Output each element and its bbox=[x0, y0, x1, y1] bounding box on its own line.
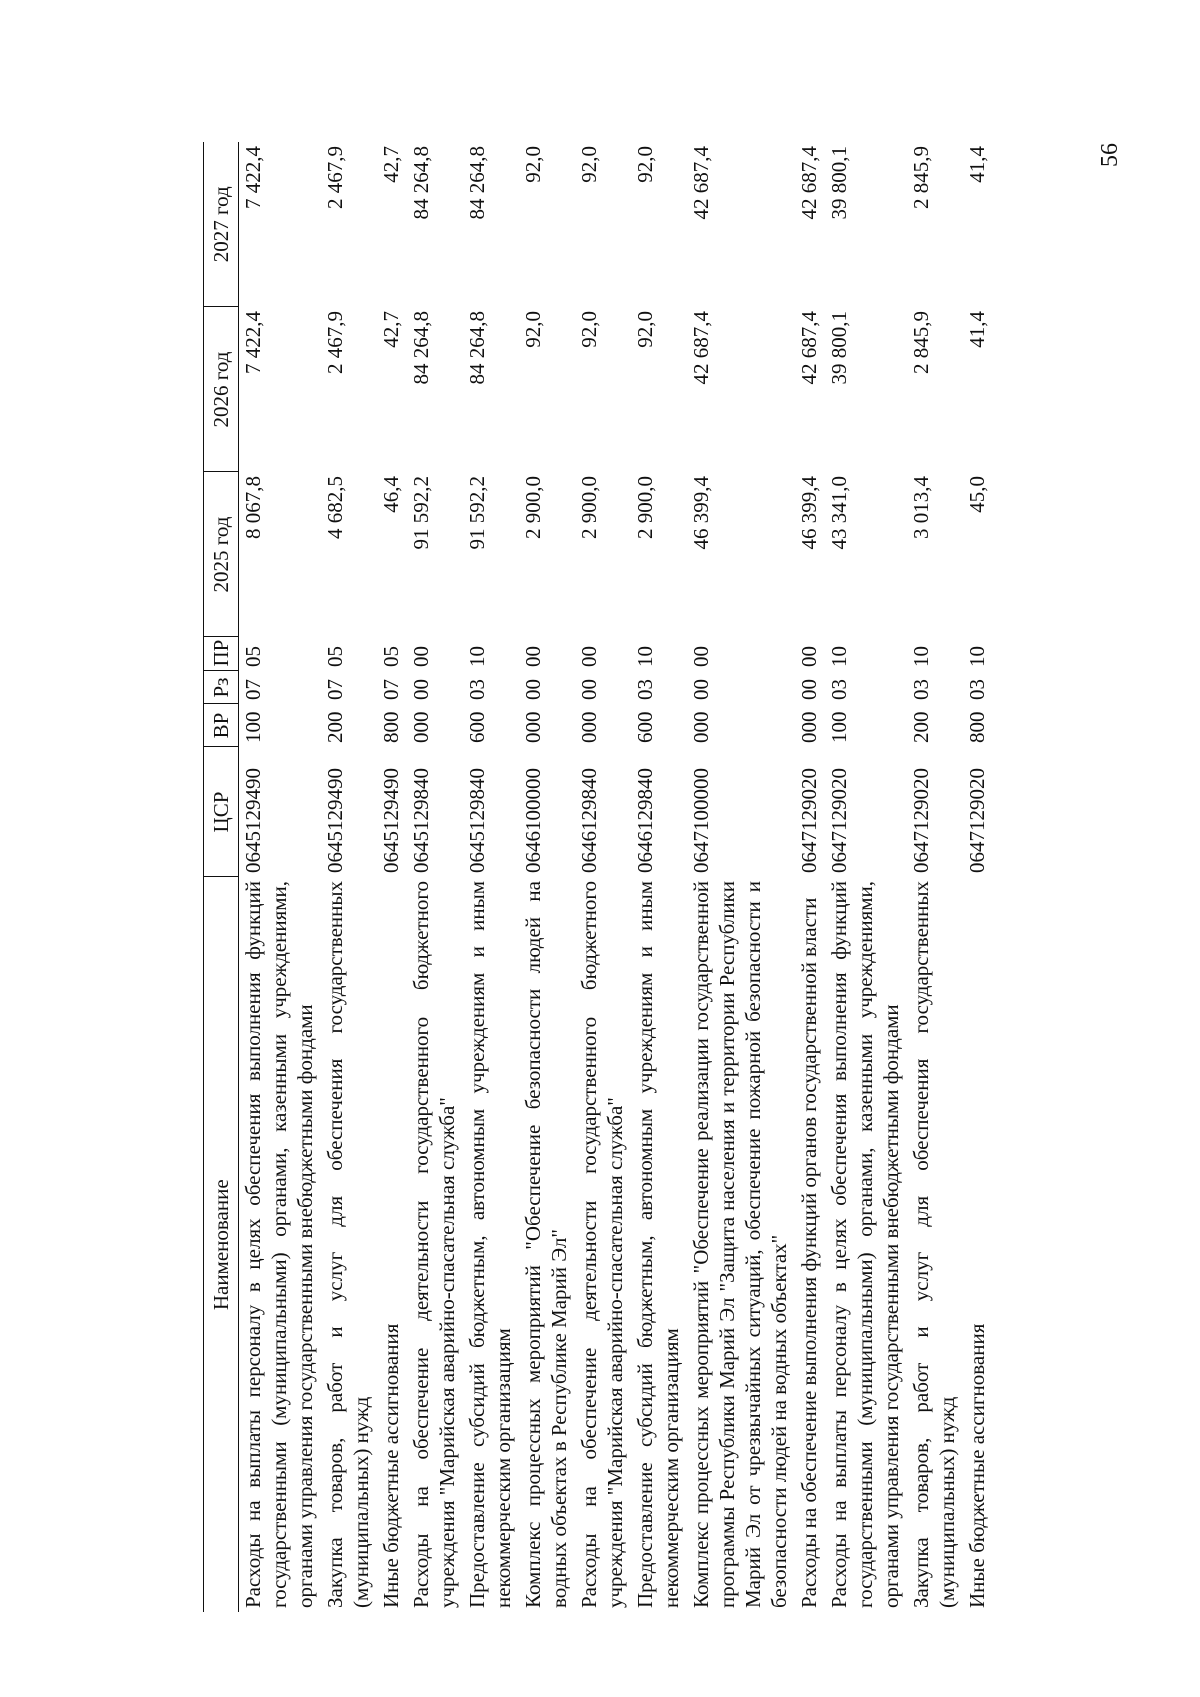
cell-vr: 600 bbox=[633, 711, 657, 743]
cell-2027: 92,0 bbox=[633, 146, 657, 183]
cell-2027: 7 422,4 bbox=[241, 146, 265, 209]
header-rz: Рз bbox=[204, 671, 239, 704]
cell-pr: 05 bbox=[379, 646, 403, 667]
cell-csr: 0646129840 bbox=[577, 768, 601, 873]
cell-vr: 000 bbox=[689, 711, 713, 743]
cell-vr: 600 bbox=[465, 711, 489, 743]
cell-2025: 2 900,0 bbox=[521, 476, 545, 539]
cell-2027: 84 264,8 bbox=[465, 146, 489, 220]
cell-pr: 10 bbox=[827, 646, 851, 667]
header-pr: ПР bbox=[204, 637, 239, 671]
cell-2026: 7 422,4 bbox=[241, 311, 265, 374]
cell-2027: 84 264,8 bbox=[409, 146, 433, 220]
cell-rz: 00 bbox=[521, 679, 545, 700]
table-row bbox=[687, 142, 795, 1612]
cell-2026: 41,4 bbox=[965, 311, 989, 348]
table-row bbox=[631, 142, 687, 1612]
cell-2025: 46 399,4 bbox=[797, 476, 821, 550]
cell-2027: 92,0 bbox=[521, 146, 545, 183]
table-row bbox=[825, 142, 907, 1612]
table-header-row bbox=[204, 142, 239, 1612]
cell-pr: 10 bbox=[633, 646, 657, 667]
table-row bbox=[963, 142, 993, 1612]
cell-csr: 0647129020 bbox=[909, 768, 933, 873]
cell-vr: 100 bbox=[827, 711, 851, 743]
cell-csr: 0645129840 bbox=[409, 768, 433, 873]
rotated-page-content bbox=[203, 142, 1063, 1612]
cell-2026: 92,0 bbox=[633, 311, 657, 348]
cell-2027: 2 845,9 bbox=[909, 146, 933, 209]
cell-rz: 07 bbox=[241, 679, 265, 700]
cell-csr: 0646129840 bbox=[633, 768, 657, 873]
cell-csr: 0647129020 bbox=[797, 768, 821, 873]
cell-2025: 3 013,4 bbox=[909, 476, 933, 539]
cell-2026: 2 845,9 bbox=[909, 311, 933, 374]
cell-name: Расходы на обеспечение деятельности государственного бюджетного учреждения "Марийская аварийно-спасательная служба" bbox=[577, 881, 627, 1608]
cell-2026: 42 687,4 bbox=[689, 311, 713, 385]
table-row bbox=[321, 142, 377, 1612]
cell-2026: 84 264,8 bbox=[465, 311, 489, 385]
cell-2026: 92,0 bbox=[577, 311, 601, 348]
cell-2026: 92,0 bbox=[521, 311, 545, 348]
cell-vr: 000 bbox=[409, 711, 433, 743]
cell-2026: 39 800,1 bbox=[827, 311, 851, 385]
cell-2027: 42 687,4 bbox=[689, 146, 713, 220]
page-number: 56 bbox=[1097, 143, 1123, 167]
cell-rz: 07 bbox=[323, 679, 347, 700]
cell-vr: 200 bbox=[323, 711, 347, 743]
cell-2025: 2 900,0 bbox=[577, 476, 601, 539]
cell-rz: 03 bbox=[909, 679, 933, 700]
cell-name: Иные бюджетные ассигнования bbox=[379, 1323, 403, 1608]
cell-csr: 0646100000 bbox=[521, 768, 545, 873]
cell-pr: 00 bbox=[521, 646, 545, 667]
cell-2027: 2 467,9 bbox=[323, 146, 347, 209]
cell-2026: 42 687,4 bbox=[797, 311, 821, 385]
cell-rz: 00 bbox=[577, 679, 601, 700]
cell-csr: 0645129490 bbox=[323, 768, 347, 873]
cell-rz: 03 bbox=[827, 679, 851, 700]
cell-name: Расходы на выплаты персоналу в целях обеспечения выполнения функций государственными (муниципальными) органами, казенными учреждениями, органами управления государственными внебюджетными фондами bbox=[827, 881, 903, 1608]
cell-2025: 45,0 bbox=[965, 476, 989, 513]
cell-pr: 10 bbox=[465, 646, 489, 667]
cell-rz: 03 bbox=[465, 679, 489, 700]
cell-2025: 46 399,4 bbox=[689, 476, 713, 550]
table-row bbox=[907, 142, 963, 1612]
cell-2025: 2 900,0 bbox=[633, 476, 657, 539]
cell-rz: 00 bbox=[797, 679, 821, 700]
cell-2025: 91 592,2 bbox=[409, 476, 433, 550]
cell-pr: 05 bbox=[323, 646, 347, 667]
cell-pr: 10 bbox=[909, 646, 933, 667]
cell-2026: 84 264,8 bbox=[409, 311, 433, 385]
cell-pr: 10 bbox=[965, 646, 989, 667]
cell-csr: 0645129490 bbox=[379, 768, 403, 873]
budget-table bbox=[203, 142, 993, 1612]
cell-pr: 00 bbox=[409, 646, 433, 667]
cell-pr: 00 bbox=[577, 646, 601, 667]
cell-vr: 800 bbox=[379, 711, 403, 743]
cell-csr: 0645129840 bbox=[465, 768, 489, 873]
cell-name: Закупка товаров, работ и услуг для обеспечения государственных (муниципальных) нужд bbox=[909, 881, 959, 1608]
cell-2027: 41,4 bbox=[965, 146, 989, 183]
cell-csr: 0647129020 bbox=[827, 768, 851, 873]
cell-2027: 42,7 bbox=[379, 146, 403, 183]
cell-2025: 8 067,8 bbox=[241, 476, 265, 539]
table-row bbox=[519, 142, 575, 1612]
cell-name: Закупка товаров, работ и услуг для обеспечения государственных (муниципальных) нужд bbox=[323, 881, 373, 1608]
cell-name: Комплекс процессных мероприятий "Обеспечение реализации государственной программы Республики Марий Эл "Защита населения и территории Республики Марий Эл от чрезвычайных ситуаций, обеспечение пожарной безопасности и безопасности людей на водных объектах" bbox=[689, 881, 791, 1608]
header-2026: 2026 год bbox=[204, 307, 239, 472]
cell-csr: 0647129020 bbox=[965, 768, 989, 873]
cell-name: Комплекс процессных мероприятий "Обеспечение безопасности людей на водных объектах в Республике Марий Эл" bbox=[521, 881, 571, 1608]
cell-pr: 05 bbox=[241, 646, 265, 667]
cell-vr: 000 bbox=[521, 711, 545, 743]
cell-vr: 000 bbox=[577, 711, 601, 743]
cell-name: Предоставление субсидий бюджетным, автономным учреждениям и иным некоммерческим организациям bbox=[465, 881, 515, 1608]
header-name: Наименование bbox=[204, 877, 239, 1612]
cell-vr: 100 bbox=[241, 711, 265, 743]
cell-rz: 07 bbox=[379, 679, 403, 700]
header-2027: 2027 год bbox=[204, 142, 239, 307]
cell-name: Предоставление субсидий бюджетным, автономным учреждениям и иным некоммерческим организациям bbox=[633, 881, 683, 1608]
table-row bbox=[407, 142, 463, 1612]
header-vr: ВР bbox=[204, 704, 239, 747]
cell-2026: 42,7 bbox=[379, 311, 403, 348]
header-2025: 2025 год bbox=[204, 472, 239, 637]
table-row bbox=[239, 142, 322, 1612]
cell-rz: 00 bbox=[689, 679, 713, 700]
cell-csr: 0647100000 bbox=[689, 768, 713, 873]
cell-2027: 92,0 bbox=[577, 146, 601, 183]
cell-rz: 03 bbox=[965, 679, 989, 700]
cell-vr: 000 bbox=[797, 711, 821, 743]
cell-name: Расходы на обеспечение деятельности государственного бюджетного учреждения "Марийская аварийно-спасательная служба" bbox=[409, 881, 459, 1608]
cell-name: Иные бюджетные ассигнования bbox=[965, 1323, 989, 1608]
cell-2025: 43 341,0 bbox=[827, 476, 851, 550]
cell-2027: 39 800,1 bbox=[827, 146, 851, 220]
cell-rz: 03 bbox=[633, 679, 657, 700]
table-body bbox=[239, 142, 994, 1612]
table-row bbox=[463, 142, 519, 1612]
cell-csr: 0645129490 bbox=[241, 768, 265, 873]
cell-rz: 00 bbox=[409, 679, 433, 700]
cell-2027: 42 687,4 bbox=[797, 146, 821, 220]
cell-pr: 00 bbox=[689, 646, 713, 667]
cell-2025: 4 682,5 bbox=[323, 476, 347, 539]
table-row bbox=[795, 142, 825, 1612]
cell-vr: 800 bbox=[965, 711, 989, 743]
cell-vr: 200 bbox=[909, 711, 933, 743]
table-row bbox=[575, 142, 631, 1612]
header-csr: ЦСР bbox=[204, 747, 239, 877]
cell-name: Расходы на выплаты персоналу в целях обеспечения выполнения функций государственными (муниципальными) органами, казенными учреждениями, органами управления государственными внебюджетными фондами bbox=[241, 881, 317, 1608]
cell-name: Расходы на обеспечение выполнения функций органов государственной власти bbox=[797, 897, 821, 1608]
cell-2026: 2 467,9 bbox=[323, 311, 347, 374]
cell-pr: 00 bbox=[797, 646, 821, 667]
cell-2025: 46,4 bbox=[379, 476, 403, 513]
table-row bbox=[377, 142, 407, 1612]
cell-2025: 91 592,2 bbox=[465, 476, 489, 550]
